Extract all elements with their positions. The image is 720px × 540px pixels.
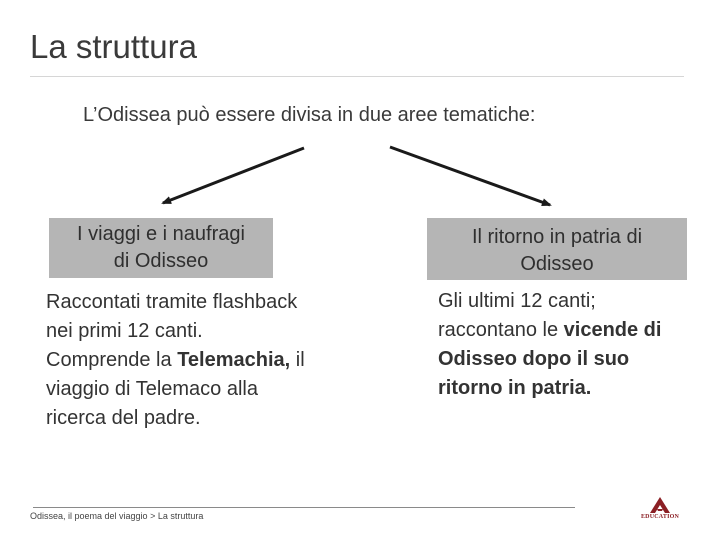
right-description-part1: Gli ultimi 12 canti; raccontano le	[438, 290, 596, 341]
right-description-bold: vicende di Odisseo dopo il suo ritorno in patria.	[438, 319, 662, 399]
left-description-bold: Telemachia,	[177, 349, 291, 371]
arrow-right	[390, 147, 550, 205]
left-description	[46, 288, 306, 433]
left-description-part2: il viaggio di Telemaco alla ricerca del padre.	[46, 349, 305, 429]
footer-breadcrumb: Odissea, il poema del viaggio > La struttura	[30, 511, 204, 521]
logo-text: EDUCATION	[640, 514, 680, 520]
theme-box-left-line2: di Odisseo	[113, 250, 209, 272]
theme-box-right	[427, 218, 687, 280]
theme-box-left-line1: I viaggi e i naufragi	[77, 223, 245, 245]
arrow-left	[163, 148, 304, 203]
intro-text: L’Odissea può essere divisa in due aree tematiche:	[83, 104, 536, 126]
theme-box-left	[49, 218, 273, 278]
slide-title: La struttura	[30, 28, 197, 65]
theme-box-right-line2: Odisseo	[520, 253, 594, 275]
right-description	[438, 287, 688, 403]
theme-box-right-line1: Il ritorno in patria di	[471, 226, 643, 248]
footer-divider	[33, 507, 575, 508]
left-description-part1: Raccontati tramite flashback nei primi 12 canti. Comprende la	[46, 291, 298, 371]
